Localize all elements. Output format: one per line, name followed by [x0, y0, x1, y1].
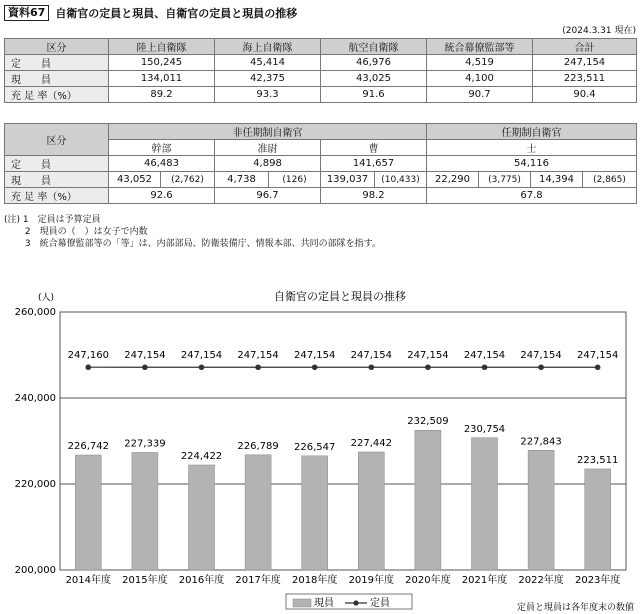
note-line: (注) 1 定員は予算定員: [4, 215, 101, 225]
table-cell: 22,290: [427, 172, 479, 188]
line-data-label: 247,154: [577, 350, 619, 362]
bar: [415, 430, 441, 570]
line-point: [369, 364, 375, 370]
table-cell: (126): [269, 172, 321, 188]
group-header-nonfixed: 非任期制自衛官: [109, 124, 427, 140]
table-cell: 134,011: [109, 71, 215, 87]
table-cell: 223,511: [533, 71, 637, 87]
subheader-cell: 准尉: [215, 140, 321, 156]
table-cell: 14,394: [531, 172, 583, 188]
bar-data-label: 224,422: [180, 450, 223, 462]
table-cell: 46,976: [321, 55, 427, 71]
table-cell: 91.6: [321, 87, 427, 103]
x-tick-label: 2016年度: [178, 575, 225, 586]
line-data-label: 247,154: [463, 350, 506, 362]
bar: [75, 455, 101, 570]
table-cell: 4,100: [427, 71, 533, 87]
as-of-date: (2024.3.31 現在): [562, 26, 636, 36]
table-cell: 93.3: [215, 87, 321, 103]
line-data-label: 247,154: [294, 350, 336, 362]
line-data-label: 247,154: [520, 350, 562, 362]
table-cell: 90.4: [533, 87, 637, 103]
header-cell: 区分: [5, 124, 109, 156]
notes: [4, 214, 381, 250]
x-axis: [66, 573, 621, 586]
line-point: [199, 364, 205, 370]
bar-data-label: 226,742: [67, 441, 109, 453]
bar-data-label: 230,754: [463, 423, 506, 435]
line-point: [255, 364, 261, 370]
table-row: [5, 188, 637, 204]
table-cell: 247,154: [533, 55, 637, 71]
line-data-label: 247,160: [67, 350, 109, 362]
y-tick-label: 260,000: [14, 307, 56, 318]
bar: [132, 452, 158, 570]
bar-data-label: 226,789: [237, 440, 279, 452]
group-header-fixed: 任期制自衛官: [427, 124, 637, 140]
line-data-label: 247,154: [180, 350, 223, 362]
note-line: 2 現員の（ ）は女子で内数: [4, 227, 148, 237]
table-cell: (2,762): [161, 172, 215, 188]
x-tick-label: 2023年度: [574, 575, 621, 586]
table-header-row: [5, 124, 637, 140]
table-cell: 141,657: [321, 156, 427, 172]
line-point: [482, 364, 488, 370]
legend-label: 現員: [314, 598, 334, 609]
table-row: [5, 156, 637, 172]
table-cell: 4,519: [427, 55, 533, 71]
table-row: [5, 71, 637, 87]
y-axis-label: (人): [38, 293, 55, 303]
row-label: 現 員: [5, 71, 109, 87]
bar-series: [68, 416, 619, 570]
table-cell: 54,116: [427, 156, 637, 172]
x-tick-label: 2017年度: [235, 575, 281, 586]
header: [4, 4, 297, 22]
document-badge: 資料67: [4, 5, 49, 21]
subheader-cell: 士: [427, 140, 637, 156]
legend-label: 定員: [370, 598, 390, 609]
line-point: [312, 364, 318, 370]
table-row: [5, 55, 637, 71]
x-tick-label: 2019年度: [348, 575, 395, 586]
chart-title: 自衛官の定員と現員の推移: [274, 290, 406, 303]
y-tick-label: 240,000: [14, 393, 56, 404]
y-tick-label: 220,000: [14, 479, 56, 490]
bar-data-label: 232,509: [407, 416, 449, 428]
line-point: [86, 364, 92, 370]
table-cell: 96.7: [215, 188, 321, 204]
header-cell: 海上自衛隊: [215, 39, 321, 55]
row-label: 充 足 率（%）: [5, 87, 109, 103]
table-cell: 98.2: [321, 188, 427, 204]
row-label: 現 員: [5, 172, 109, 188]
table-cell: 46,483: [109, 156, 215, 172]
note-line: 3 統合幕僚監部等の「等」は、内部部局、防衛装備庁、情報本部、共同の部隊を指す。: [4, 239, 381, 249]
page-title: 自衛官の定員と現員、自衛官の定員と現員の推移: [55, 7, 298, 20]
line-data-label: 247,154: [124, 350, 166, 362]
y-tick-label: 200,000: [14, 565, 56, 576]
legend-line-marker: [353, 600, 358, 605]
table-cell: 43,052: [109, 172, 161, 188]
table-row: [5, 172, 637, 188]
x-tick-label: 2018年度: [291, 575, 338, 586]
table-cell: 4,738: [215, 172, 269, 188]
line-data-label: 247,154: [237, 350, 279, 362]
header-cell: 区分: [5, 39, 109, 55]
rank-table: [4, 123, 637, 204]
table-cell: 90.7: [427, 87, 533, 103]
personnel-table: [4, 38, 637, 103]
table-cell: 43,025: [321, 71, 427, 87]
bar-data-label: 227,339: [124, 438, 166, 450]
bar-data-label: 227,442: [350, 437, 392, 449]
table-cell: (3,775): [479, 172, 531, 188]
table-cell: (2,865): [583, 172, 637, 188]
table-row: [5, 87, 637, 103]
table-cell: 89.2: [109, 87, 215, 103]
line-point: [538, 364, 544, 370]
header-cell: 合計: [533, 39, 637, 55]
table-cell: 150,245: [109, 55, 215, 71]
x-tick-label: 2020年度: [405, 575, 451, 586]
table-cell: (10,433): [375, 172, 427, 188]
table-cell: 92.6: [109, 188, 215, 204]
x-tick-label: 2022年度: [518, 575, 564, 586]
bar: [245, 455, 271, 570]
table-cell: 45,414: [215, 55, 321, 71]
bar: [472, 438, 498, 570]
x-tick-label: 2015年度: [122, 575, 168, 586]
bar: [189, 465, 215, 570]
table-cell: 4,898: [215, 156, 321, 172]
header-cell: 航空自衛隊: [321, 39, 427, 55]
table-cell: 42,375: [215, 71, 321, 87]
line-point: [595, 364, 601, 370]
table-cell: 139,037: [321, 172, 375, 188]
bar: [528, 450, 554, 570]
bar-data-label: 226,547: [294, 441, 336, 453]
header-cell: 統合幕僚監部等: [427, 39, 533, 55]
line-series: [68, 350, 619, 370]
subheader-cell: 曹: [321, 140, 427, 156]
bar: [358, 452, 384, 570]
legend-bar-swatch: [293, 599, 311, 607]
table-cell: 67.8: [427, 188, 637, 204]
bar-data-label: 227,843: [520, 436, 562, 448]
row-label: 定 員: [5, 55, 109, 71]
header-cell: 陸上自衛隊: [109, 39, 215, 55]
table-header-row: [5, 39, 637, 55]
x-tick-label: 2021年度: [461, 575, 508, 586]
line-point: [425, 364, 431, 370]
row-label: 定 員: [5, 156, 109, 172]
legend: [286, 594, 412, 609]
trend-chart: [0, 284, 640, 614]
line-point: [142, 364, 148, 370]
row-label: 充 足 率（%）: [5, 188, 109, 204]
line-data-label: 247,154: [407, 350, 449, 362]
chart-footnote: 定員と現員は各年度末の数値: [516, 603, 634, 613]
bar-data-label: 223,511: [577, 454, 619, 466]
subheader-cell: 幹部: [109, 140, 215, 156]
x-tick-label: 2014年度: [65, 575, 112, 586]
bar: [585, 469, 611, 570]
line-data-label: 247,154: [350, 350, 392, 362]
bar: [302, 456, 328, 570]
